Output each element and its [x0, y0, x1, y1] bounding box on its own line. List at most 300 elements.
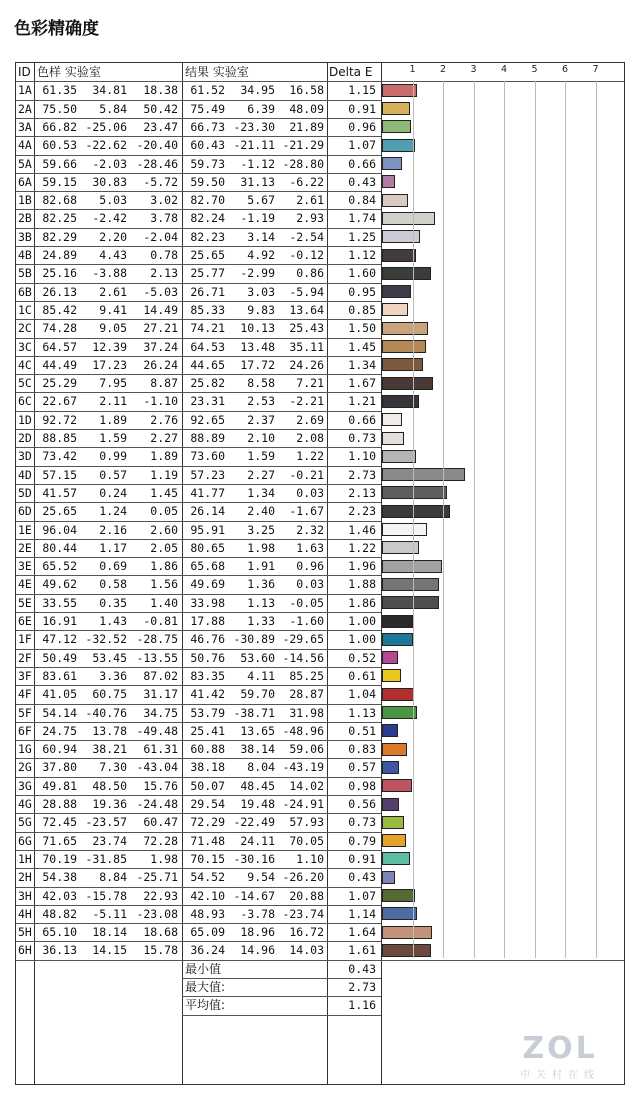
delta-bar [382, 523, 427, 536]
sample-value: 1.59 [99, 431, 127, 445]
scale-tick: 1 [409, 64, 416, 75]
result-value: -1.12 [240, 156, 275, 171]
row-id: 2D [18, 431, 32, 445]
result-value: -3.78 [240, 906, 275, 921]
result-value: -1.67 [289, 504, 324, 519]
result-value: 4.11 [247, 668, 275, 683]
result-value: 60.88 [190, 742, 225, 757]
result-value: -21.29 [282, 138, 324, 153]
sample-value: 34.75 [143, 705, 178, 720]
delta-bar [382, 303, 408, 316]
sample-value: 60.47 [143, 815, 178, 830]
sample-value: 82.68 [42, 193, 77, 208]
result-value: 36.24 [190, 943, 225, 958]
delta-bar [382, 651, 398, 664]
result-value: 25.77 [190, 266, 225, 281]
sample-value: 22.67 [42, 394, 77, 409]
delta-value: 0.52 [348, 650, 376, 665]
row-id: 1G [18, 742, 32, 757]
delta-value: 1.50 [348, 321, 376, 336]
delta-bar [382, 468, 465, 481]
row-id: 1C [18, 302, 32, 317]
row-id: 5E [18, 595, 32, 610]
delta-value: 1.10 [348, 449, 376, 464]
result-value: 28.87 [289, 687, 324, 702]
summary-label: 最大值: [185, 980, 226, 994]
result-value: 50.76 [190, 650, 225, 665]
delta-bar [382, 340, 426, 353]
delta-value: 0.83 [348, 742, 376, 757]
delta-value: 0.84 [348, 193, 376, 208]
delta-bar [382, 779, 412, 792]
sample-value: 75.50 [42, 101, 77, 116]
result-value: -14.56 [282, 650, 324, 665]
result-value: 70.05 [289, 833, 324, 848]
sample-value: 1.19 [150, 467, 178, 482]
row-id: 6H [18, 943, 32, 958]
sample-value: -15.78 [85, 888, 127, 903]
result-value: 65.68 [190, 559, 225, 574]
row-id: 3B [18, 229, 32, 244]
result-value: 33.98 [190, 595, 225, 610]
delta-bar [382, 926, 432, 939]
sample-value: 1.98 [150, 851, 178, 866]
sample-value: -2.03 [92, 156, 127, 171]
result-value: -26.20 [282, 870, 324, 885]
result-value: 0.03 [296, 577, 324, 592]
sample-value: 59.15 [42, 174, 77, 189]
sample-value: 57.15 [42, 467, 77, 482]
row-id: 1A [18, 83, 32, 98]
sample-value: 30.83 [92, 174, 127, 189]
delta-value: 1.61 [348, 943, 376, 958]
row-id: 1B [18, 193, 32, 208]
sample-value: 7.95 [99, 376, 127, 391]
sample-value: 1.89 [99, 412, 127, 427]
sample-value: 5.03 [99, 193, 127, 208]
result-value: -2.54 [289, 229, 324, 244]
result-value: 83.35 [190, 668, 225, 683]
delta-value: 1.12 [348, 248, 376, 262]
result-value: 42.10 [190, 888, 225, 903]
row-id: 4F [18, 687, 32, 702]
delta-bar [382, 889, 415, 902]
result-value: -0.05 [289, 595, 324, 610]
result-value: 49.69 [190, 577, 225, 592]
summary-value: 2.73 [348, 980, 376, 994]
delta-bar [382, 249, 416, 262]
result-value: -6.22 [289, 174, 324, 189]
result-value: 14.02 [289, 778, 324, 793]
result-value: 2.08 [296, 431, 324, 445]
delta-value: 1.88 [348, 577, 376, 592]
result-value: 1.59 [247, 449, 275, 464]
sample-value: 44.49 [42, 357, 77, 372]
sample-value: 85.42 [42, 302, 77, 317]
result-value: 72.29 [190, 815, 225, 830]
delta-bar [382, 578, 439, 591]
row-id: 3F [18, 668, 32, 683]
sample-value: 7.30 [99, 760, 127, 775]
delta-value: 1.04 [348, 687, 376, 702]
sample-value: 23.74 [92, 833, 127, 848]
result-value: 6.39 [247, 101, 275, 116]
result-value: 14.03 [289, 943, 324, 958]
delta-bar [382, 102, 410, 115]
row-id: 3A [18, 119, 32, 134]
sample-value: 2.61 [99, 284, 127, 299]
delta-bar [382, 633, 413, 646]
sample-value: 73.42 [42, 449, 77, 464]
sample-value: 17.23 [92, 357, 127, 372]
sample-value: 74.28 [42, 321, 77, 336]
delta-value: 0.66 [348, 156, 376, 171]
sample-value: 2.76 [150, 412, 178, 427]
row-id: 3G [18, 778, 32, 793]
sample-value: 8.87 [150, 376, 178, 391]
sample-value: -5.03 [143, 284, 178, 299]
sample-value: 28.88 [42, 797, 77, 811]
result-value: 61.52 [190, 83, 225, 98]
delta-bar [382, 267, 431, 280]
sample-value: 3.36 [99, 668, 127, 683]
result-value: 8.04 [247, 760, 275, 775]
sample-value: 14.15 [92, 943, 127, 958]
sample-value: 1.45 [150, 485, 178, 500]
result-value: 5.67 [247, 193, 275, 208]
sample-value: -24.48 [136, 797, 178, 811]
result-value: -24.91 [282, 797, 324, 811]
result-value: 31.13 [240, 174, 275, 189]
delta-value: 0.43 [348, 174, 376, 189]
delta-value: 1.14 [348, 906, 376, 921]
row-id: 4A [18, 138, 32, 153]
result-value: 82.23 [190, 229, 225, 244]
sample-value: 87.02 [143, 668, 178, 683]
result-value: 48.45 [240, 778, 275, 793]
result-value: 59.70 [240, 687, 275, 702]
result-value: -48.96 [282, 723, 324, 738]
delta-bar [382, 596, 439, 609]
delta-bar [382, 761, 399, 774]
delta-value: 2.13 [348, 485, 376, 500]
sample-value: 24.89 [42, 248, 77, 262]
sample-value: 48.82 [42, 906, 77, 921]
result-value: -30.16 [233, 851, 275, 866]
delta-bar [382, 175, 395, 188]
result-value: 25.65 [190, 248, 225, 262]
result-value: 8.58 [247, 376, 275, 391]
sample-value: 61.31 [143, 742, 178, 757]
delta-value: 0.43 [348, 870, 376, 885]
sample-value: -32.52 [85, 632, 127, 647]
sample-value: 0.58 [99, 577, 127, 592]
sample-value: 88.85 [42, 431, 77, 445]
result-value: 2.93 [296, 211, 324, 226]
sample-value: 50.42 [143, 101, 178, 116]
result-value: -2.99 [240, 266, 275, 281]
row-id: 5G [18, 815, 32, 830]
sample-value: -5.72 [143, 174, 178, 189]
row-id: 4H [18, 906, 32, 921]
sample-value: 15.76 [143, 778, 178, 793]
row-id: 3H [18, 888, 32, 903]
page-title: 色彩精确度 [14, 19, 99, 39]
result-value: 66.73 [190, 119, 225, 134]
delta-bar [382, 743, 407, 756]
delta-value: 1.25 [348, 229, 376, 244]
sample-value: -28.46 [136, 156, 178, 171]
sample-value: -5.11 [92, 906, 127, 921]
delta-value: 1.60 [348, 266, 376, 281]
watermark-text: 中关村在线 [520, 1070, 600, 1081]
result-value: 24.11 [240, 833, 275, 848]
sample-value: 5.84 [99, 101, 127, 116]
result-value: 1.10 [296, 851, 324, 866]
sample-value: 0.05 [150, 504, 178, 519]
summary-label: 最小值 [185, 961, 222, 976]
sample-value: -2.42 [92, 211, 127, 226]
row-id: 5H [18, 925, 32, 940]
row-id: 3C [18, 339, 32, 354]
delta-e-table [15, 62, 625, 1085]
sample-value: -1.10 [143, 394, 178, 409]
sample-value: -31.85 [85, 851, 127, 866]
sample-value: 2.16 [99, 522, 127, 537]
sample-value: 53.45 [92, 650, 127, 665]
sample-value: 92.72 [42, 412, 77, 427]
sample-value: 38.21 [92, 742, 127, 757]
result-value: 70.15 [190, 851, 225, 866]
result-value: 85.33 [190, 302, 225, 317]
result-value: -21.11 [233, 138, 275, 153]
sample-value: 18.38 [143, 83, 178, 98]
result-value: 0.96 [296, 559, 324, 574]
result-value: 2.27 [247, 467, 275, 482]
sample-value: 60.94 [42, 742, 77, 757]
result-value: 17.72 [240, 357, 275, 372]
result-value: 53.60 [240, 650, 275, 665]
sample-value: 1.40 [150, 595, 178, 610]
sample-value: 36.13 [42, 943, 77, 958]
row-id: 5B [18, 266, 32, 281]
sample-value: -2.04 [143, 229, 178, 244]
result-value: 73.60 [190, 449, 225, 464]
delta-value: 2.23 [348, 504, 376, 519]
delta-bar [382, 816, 404, 829]
result-value: 2.53 [247, 394, 275, 409]
result-value: 26.71 [190, 284, 225, 299]
result-value: 25.82 [190, 376, 225, 391]
row-id: 5D [18, 485, 32, 500]
result-value: 35.11 [289, 339, 324, 354]
delta-value: 0.61 [348, 668, 376, 683]
sample-value: 80.44 [42, 540, 77, 555]
summary-value: 0.43 [348, 961, 376, 976]
delta-value: 1.15 [348, 83, 376, 98]
sample-value: -22.62 [85, 138, 127, 153]
sample-value: 13.78 [92, 723, 127, 738]
sample-value: 19.36 [92, 797, 127, 811]
sample-value: 0.69 [99, 559, 127, 574]
result-value: -22.49 [233, 815, 275, 830]
result-value: -30.89 [233, 632, 275, 647]
sample-value: 2.20 [99, 229, 127, 244]
sample-value: 0.35 [99, 595, 127, 610]
delta-bar [382, 669, 401, 682]
delta-bar [382, 615, 413, 628]
result-value: 16.58 [289, 83, 324, 98]
row-id: 4C [18, 357, 32, 372]
row-id: 6D [18, 504, 32, 519]
row-id: 2H [18, 870, 32, 885]
header-delta: Delta E [329, 65, 373, 79]
result-value: 23.31 [190, 394, 225, 409]
header-result: 结果 实验室 [185, 65, 249, 79]
sample-value: 41.57 [42, 485, 77, 500]
sample-value: 72.45 [42, 815, 77, 830]
result-value: 16.72 [289, 925, 324, 940]
result-value: -23.74 [282, 906, 324, 921]
sample-value: 3.78 [150, 211, 178, 226]
delta-value: 0.66 [348, 412, 376, 427]
result-value: 95.91 [190, 522, 225, 537]
sample-value: 49.81 [42, 778, 77, 793]
delta-bar [382, 706, 417, 719]
delta-bar [382, 212, 435, 225]
result-value: 3.14 [247, 229, 275, 244]
delta-value: 1.46 [348, 522, 376, 537]
sample-value: 48.50 [92, 778, 127, 793]
result-value: -0.21 [289, 467, 324, 482]
row-id: 4E [18, 577, 32, 592]
delta-bar [382, 230, 420, 243]
delta-value: 1.00 [348, 632, 376, 647]
sample-value: 8.84 [99, 870, 127, 885]
sample-value: 60.53 [42, 138, 77, 153]
row-id: 2G [18, 760, 32, 775]
sample-value: 33.55 [42, 595, 77, 610]
row-id: 1E [18, 522, 32, 537]
result-value: 85.25 [289, 668, 324, 683]
delta-bar [382, 139, 415, 152]
delta-bar [382, 798, 399, 811]
row-id: 6E [18, 614, 32, 628]
sample-value: 1.89 [150, 449, 178, 464]
sample-value: -13.55 [136, 650, 178, 665]
sample-value: -28.75 [136, 632, 178, 647]
delta-value: 0.96 [348, 119, 376, 134]
result-value: 20.88 [289, 888, 324, 903]
row-id: 6A [18, 174, 32, 189]
sample-value: 64.57 [42, 339, 77, 354]
sample-value: 66.82 [42, 119, 77, 134]
sample-value: -0.81 [143, 614, 178, 628]
sample-value: 14.49 [143, 302, 178, 317]
result-value: 13.64 [289, 302, 324, 317]
sample-value: 49.62 [42, 577, 77, 592]
scale-tick: 4 [501, 64, 508, 75]
sample-value: 59.66 [42, 156, 77, 171]
result-value: -43.19 [282, 760, 324, 775]
sample-value: 23.47 [143, 119, 178, 134]
sample-value: 25.65 [42, 504, 77, 519]
sample-value: 96.04 [42, 522, 77, 537]
result-value: 50.07 [190, 778, 225, 793]
sample-value: 18.68 [143, 925, 178, 940]
sample-value: 1.43 [99, 614, 127, 628]
result-value: 59.50 [190, 174, 225, 189]
delta-value: 1.07 [348, 138, 376, 153]
sample-value: 2.05 [150, 540, 178, 555]
sample-value: 82.25 [42, 211, 77, 226]
result-value: 64.53 [190, 339, 225, 354]
result-value: 82.24 [190, 211, 225, 226]
delta-value: 1.67 [348, 376, 376, 391]
result-value: 2.61 [296, 193, 324, 208]
delta-value: 0.73 [348, 815, 376, 830]
sample-value: -25.06 [85, 119, 127, 134]
result-value: 38.18 [190, 760, 225, 775]
summary-value: 1.16 [348, 998, 376, 1013]
delta-value: 0.85 [348, 302, 376, 317]
sample-value: 26.24 [143, 357, 178, 372]
watermark-logo: ZOL [522, 1031, 598, 1066]
delta-bar [382, 157, 402, 170]
sample-value: 22.93 [143, 888, 178, 903]
result-value: 53.79 [190, 705, 225, 720]
header-id: ID [18, 65, 31, 79]
scale-tick: 7 [592, 64, 599, 75]
result-value: 1.33 [247, 614, 275, 628]
delta-value: 0.56 [348, 797, 376, 811]
result-value: 34.95 [240, 83, 275, 98]
delta-value: 1.74 [348, 211, 376, 226]
result-value: 9.54 [247, 870, 275, 885]
sample-value: 2.11 [99, 394, 127, 409]
result-value: 3.25 [247, 522, 275, 537]
scale-tick: 3 [470, 64, 477, 75]
delta-bar [382, 194, 408, 207]
result-value: 9.83 [247, 302, 275, 317]
row-id: 1H [18, 851, 32, 866]
result-value: 7.21 [296, 376, 324, 391]
result-value: 13.65 [240, 723, 275, 738]
sample-value: 42.03 [42, 888, 77, 903]
scale-tick: 6 [562, 64, 569, 75]
sample-value: 34.81 [92, 83, 127, 98]
sample-value: 3.02 [150, 193, 178, 208]
row-id: 2F [18, 650, 32, 665]
result-value: -1.19 [240, 211, 275, 226]
result-value: 0.86 [296, 266, 324, 281]
row-id: 3D [18, 449, 32, 464]
delta-value: 0.51 [348, 723, 376, 738]
sample-value: 1.56 [150, 577, 178, 592]
sample-value: 54.14 [42, 705, 77, 720]
result-value: 59.73 [190, 156, 225, 171]
delta-bar [382, 450, 416, 463]
sample-value: 27.21 [143, 321, 178, 336]
result-value: 2.37 [247, 412, 275, 427]
result-value: 1.34 [247, 485, 275, 500]
sample-value: 12.39 [92, 339, 127, 354]
scale-tick: 2 [440, 64, 447, 75]
sample-value: 54.38 [42, 870, 77, 885]
row-id: 1D [18, 412, 32, 427]
result-value: 24.26 [289, 357, 324, 372]
sample-value: 2.27 [150, 431, 178, 445]
